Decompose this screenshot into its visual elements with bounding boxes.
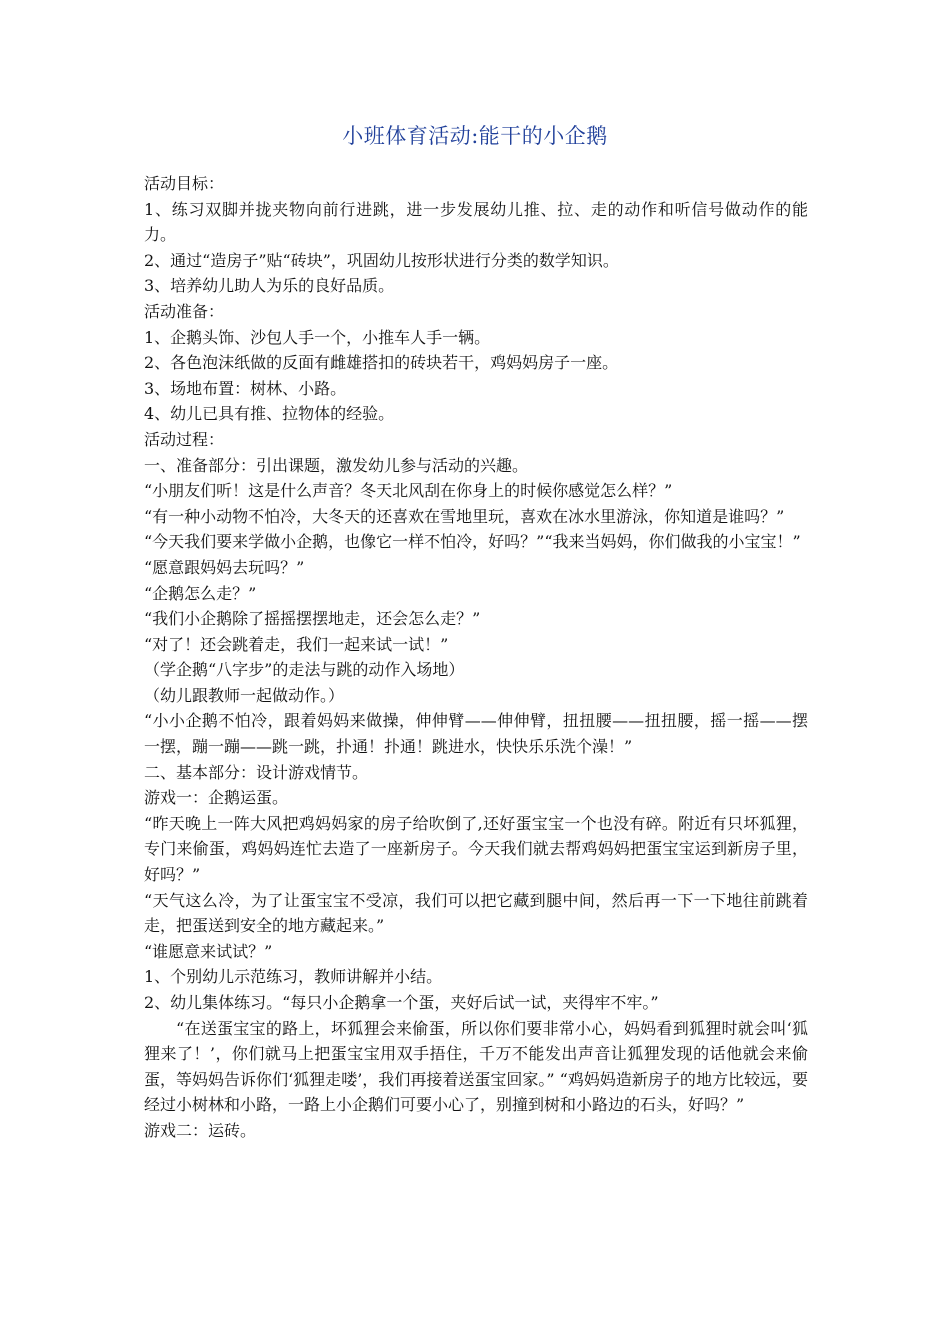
paragraph: 3、场地布置：树林、小路。 (144, 378, 347, 398)
paragraph: 2、幼儿集体练习。“每只小企鹅拿一个蛋，夹好后试一试，夹得牢不牢。” (144, 993, 659, 1012)
paragraph: “愿意跟妈妈去玩吗？” (144, 557, 305, 577)
paragraph: 3、培养幼儿助人为乐的良好品质。 (144, 276, 395, 296)
paragraph: “有一种小动物不怕冷，大冬天的还喜欢在雪地里玩，喜欢在冰水里游泳，你知道是谁吗？” (144, 506, 785, 526)
paragraph: 活动准备： (144, 301, 225, 321)
paragraph: “今天我们要来学做小企鹅，也像它一样不怕冷，好吗？”“我来当妈妈，你们做我的小宝宝！” (144, 532, 801, 552)
paragraph: “在送蛋宝宝的路上，坏狐狸会来偷蛋，所以你们要非常小心，妈妈看到狐狸时就会叫‘狐狸来了！’，你们就马上把蛋宝宝用双手捂住，千万不能发出声音让狐狸发现的话他就会来偷蛋，等妈妈告诉你们‘狐狸走喽’，我们再接着送蛋宝回家。” “鸡妈妈造新房子的地方比较远，要经过小树林和小路，一路上小企鹅们可要小心了，别撞到树和小路边的石头，好吗？” (144, 1018, 808, 1115)
paragraph: “谁愿意来试试？” (144, 941, 273, 961)
paragraph: 2、通过“造房子”贴“砖块”，巩固幼儿按形状进行分类的数学知识。 (144, 250, 619, 270)
document-body (144, 171, 808, 1144)
paragraph: “企鹅怎么走？” (144, 583, 257, 603)
paragraph: “小小企鹅不怕冷，跟着妈妈来做操，伸伸臂——伸伸臂，扭扭腰——扭扭腰，摇一摇——摆一摆，蹦一蹦——跳一跳，扑通！扑通！跳进水，快快乐乐洗个澡！” (144, 711, 808, 757)
paragraph: （学企鹅“八字步”的走法与跳的动作入场地） (144, 660, 465, 680)
paragraph: 活动过程： (144, 429, 225, 449)
paragraph: 1、个别幼儿示范练习，教师讲解并小结。 (144, 967, 443, 987)
paragraph: 1、企鹅头饰、沙包人手一个，小推车人手一辆。 (144, 327, 491, 347)
paragraph: “天气这么冷，为了让蛋宝宝不受凉，我们可以把它藏到腿中间，然后再一下一下地往前跳着走，把蛋送到安全的地方藏起来。” (144, 890, 808, 936)
paragraph: 活动目标： (144, 174, 225, 193)
paragraph: 游戏二：运砖。 (144, 1120, 257, 1140)
paragraph: “对了！还会跳着走，我们一起来试一试！” (144, 634, 449, 654)
paragraph: 1、练习双脚并拢夹物向前行进跳，进一步发展幼儿推、拉、走的动作和听信号做动作的能力。 (144, 199, 808, 245)
paragraph: 2、各色泡沫纸做的反面有雌雄搭扣的砖块若干，鸡妈妈房子一座。 (144, 353, 619, 373)
paragraph: “我们小企鹅除了摇摇摆摆地走，还会怎么走？” (144, 609, 481, 629)
paragraph: （幼儿跟教师一起做动作。） (144, 685, 345, 705)
paragraph: 二、基本部分：设计游戏情节。 (144, 762, 369, 782)
paragraph: 一、准备部分：引出课题，激发幼儿参与活动的兴趣。 (144, 455, 529, 475)
paragraph: 4、幼儿已具有推、拉物体的经验。 (144, 404, 395, 424)
document-title: 小班体育活动:能干的小企鹅 (342, 124, 608, 148)
paragraph: 游戏一：企鹅运蛋。 (144, 788, 289, 808)
paragraph: “小朋友们听！这是什么声音？冬天北风刮在你身上的时候你感觉怎么样？” (144, 481, 673, 501)
paragraph: “昨天晚上一阵大风把鸡妈妈家的房子给吹倒了,还好蛋宝宝一个也没有碎。附近有只坏狐狸，专门来偷蛋，鸡妈妈连忙去造了一座新房子。今天我们就去帮鸡妈妈把蛋宝宝运到新房子里，好吗？” (144, 813, 808, 885)
